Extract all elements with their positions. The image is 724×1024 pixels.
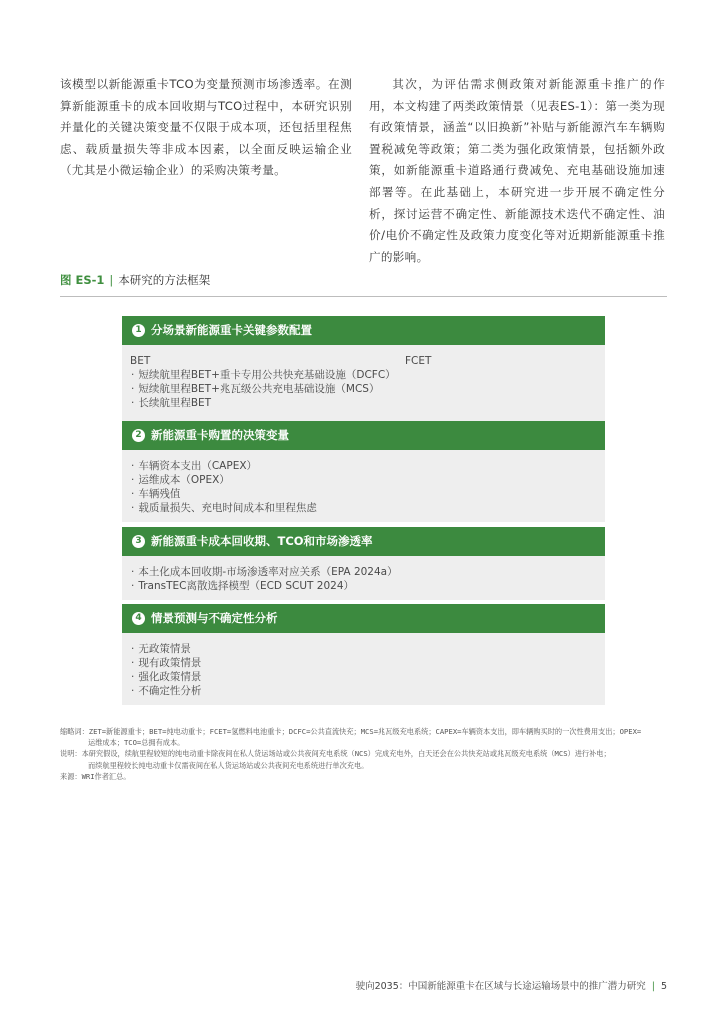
bullet-icon: ·: [131, 488, 135, 500]
section-body: [122, 450, 605, 522]
section-header: [122, 604, 605, 633]
bullet-icon: ·: [131, 369, 135, 381]
page-footer: [356, 978, 667, 992]
bullet-icon: ·: [131, 502, 135, 514]
list-item: · 短续航里程BET+兆瓦级公共充电基础设施（MCS）: [131, 383, 380, 395]
section-title: 新能源重卡成本回收期、TCO和市场渗透率: [151, 534, 373, 548]
section-title: 分场景新能源重卡关键参数配置: [151, 323, 312, 337]
figure-notes: [60, 726, 668, 782]
bullet-icon: ·: [131, 566, 135, 578]
section-body: [122, 556, 605, 600]
list-item: · 运维成本（OPEX）: [131, 474, 230, 486]
number-circle-icon: 3: [132, 535, 145, 548]
intro-left-paragraph: 该模型以新能源重卡TCO为变量预测市场渗透率。在测算新能源重卡的成本回收期与TCO过程中，本研究识别并量化的关键决策变量不仅限于成本项，还包括里程焦虑、载质量损失等非成本因素，以全面反映运输企业（尤其是小微运输企业）的采购决策考量。: [60, 77, 352, 178]
bullet-icon: ·: [131, 474, 135, 486]
section-body: [122, 633, 605, 705]
bullet-icon: ·: [131, 580, 135, 592]
figure-label: 图 ES-1: [60, 273, 105, 287]
framework-section-1: [122, 316, 605, 431]
list-item: · 长续航里程BET: [131, 397, 212, 409]
vehicle-type-bet: BET: [130, 355, 151, 367]
section-body: [122, 345, 605, 431]
number-circle-icon: 4: [132, 612, 145, 625]
figure-separator: |: [109, 273, 114, 287]
footer-separator: |: [651, 981, 655, 992]
list-item: · 本土化成本回收期-市场渗透率对应关系（EPA 2024a）: [131, 566, 398, 578]
bullet-icon: ·: [131, 397, 135, 409]
list-item: · 短续航里程BET+重卡专用公共快充基础设施（DCFC）: [131, 369, 396, 381]
list-item: · 车辆资本支出（CAPEX）: [131, 460, 258, 472]
bullet-icon: ·: [131, 460, 135, 472]
explanation-note-cont: 而续航里程较长纯电动重卡仅需夜间在私人货运场站或公共夜间充电系统进行单次充电。: [88, 760, 369, 770]
section-header: [122, 316, 605, 345]
source-note: 来源：WRI作者汇总。: [60, 771, 131, 781]
framework-section-3: [122, 527, 605, 600]
section-header: [122, 421, 605, 450]
number-circle-icon: 2: [132, 429, 145, 442]
bullet-icon: ·: [131, 671, 135, 683]
section-header: [122, 527, 605, 556]
section-title: 新能源重卡购置的决策变量: [151, 428, 289, 442]
list-item: · 强化政策情景: [131, 671, 202, 683]
bullet-icon: ·: [131, 657, 135, 669]
page-number: 5: [660, 981, 667, 992]
figure-title: 本研究的方法框架: [118, 273, 211, 287]
vehicle-type-row: [130, 354, 597, 368]
number-circle-icon: 1: [132, 324, 145, 337]
vehicle-type-fcet: FCET: [405, 355, 432, 367]
list-item: · TransTEC离散选择模型（ECD SCUT 2024）: [131, 580, 355, 592]
list-item: · 载质量损失、充电时间成本和里程焦虑: [131, 502, 317, 514]
list-item: · 现有政策情景: [131, 657, 202, 669]
section-title: 情景预测与不确定性分析: [151, 611, 278, 625]
list-item: · 不确定性分析: [131, 685, 202, 697]
abbreviations-note: 缩略词：ZET=新能源重卡；BET=纯电动重卡；FCET=氢燃料电池重卡；DCFC=公共直流快充；MCS=兆瓦级充电系统；CAPEX=车辆资本支出，即车辆购买时的一次性费用支出；OPEX=: [60, 727, 642, 736]
list-item: · 车辆残值: [131, 488, 181, 500]
explanation-note: 说明：本研究假设，续航里程较短的纯电动重卡除夜间在私人货运场站或公共夜间充电系统（NCS）完成充电外，白天还会在公共快充站或兆瓦级充电系统（MCS）进行补电；: [60, 749, 611, 759]
framework-section-2: [122, 421, 605, 522]
list-item: · 无政策情景: [131, 643, 191, 655]
intro-right-paragraph: 其次，为评估需求侧政策对新能源重卡推广的作用，本文构建了两类政策情景（见表ES-1）：第一类为现有政策情景，涵盖“以旧换新”补贴与新能源汽车车辆购置税减免等政策；第二类为强化政策情景，包括额外政策，如新能源重卡道路通行费减免、充电基础设施加速部署等。在此基础上，本研究进一步开展不确定性分析，探讨运营不确定性、新能源技术迭代不确定性、油价/电价不确定性及政策力度变化等对近期新能源重卡推广的影响。: [369, 77, 665, 264]
bullet-icon: ·: [131, 643, 135, 655]
abbreviations-note-cont: 运维成本；TCO=总拥有成本。: [88, 738, 185, 748]
figure-caption: [60, 272, 667, 297]
report-title: 驶向2035：中国新能源重卡在区域与长途运输场景中的推广潜力研究: [355, 981, 646, 992]
bullet-icon: ·: [131, 383, 135, 395]
framework-section-4: [122, 604, 605, 705]
bullet-icon: ·: [131, 685, 135, 697]
